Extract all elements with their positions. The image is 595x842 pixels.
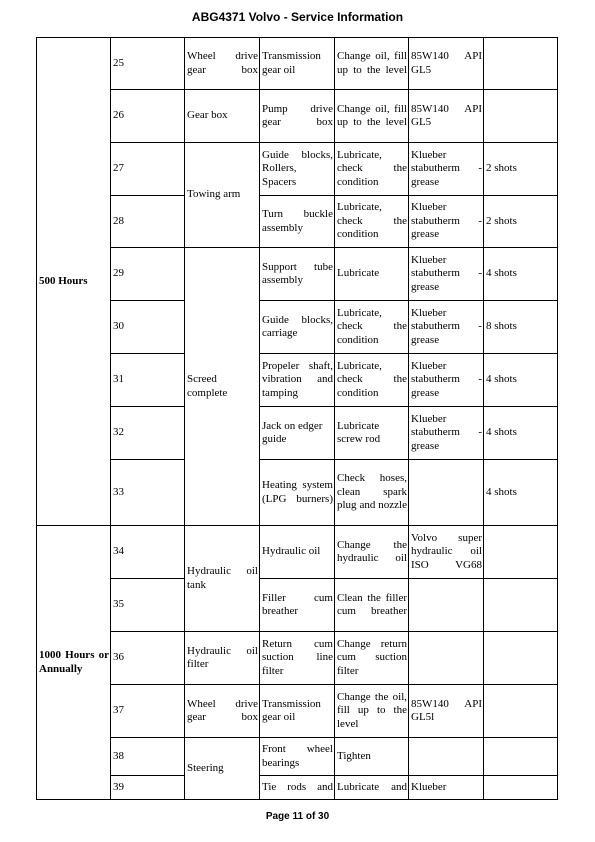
- table-row: [37, 248, 558, 301]
- table-row: [37, 90, 558, 143]
- component-cell: Steering: [185, 738, 260, 800]
- row-number: 27: [111, 143, 185, 196]
- item-cell: Propeler shaft, vibration and tamping: [260, 354, 335, 407]
- table-row: [37, 196, 558, 248]
- item-cell: Pump drive gear box: [260, 90, 335, 143]
- lubricant-cell: 85W140 API GL5: [409, 90, 484, 143]
- action-cell: Change oil, fill up to the level: [335, 38, 409, 90]
- quantity-cell: [484, 526, 558, 579]
- table-row: [37, 579, 558, 632]
- lubricant-cell: [409, 632, 484, 685]
- row-number: 34: [111, 526, 185, 579]
- item-cell: Guide blocks, carriage: [260, 301, 335, 354]
- table-row: [37, 738, 558, 776]
- component-cell: Wheel drive gear box: [185, 685, 260, 738]
- table-row: [37, 38, 558, 90]
- page-header: ABG4371 Volvo - Service Information: [191, 10, 404, 24]
- lubricant-cell: 85W140 API GL5l: [409, 685, 484, 738]
- item-cell: Front wheel bearings: [260, 738, 335, 776]
- page-number: Page 11 of 30: [265, 811, 330, 822]
- action-cell: Lubricate, check the condition: [335, 196, 409, 248]
- lubricant-cell: Klueber stabutherm - grease: [409, 407, 484, 460]
- action-cell: Change the hydraulic oil: [335, 526, 409, 579]
- item-cell: Guide blocks, Rollers, Spacers: [260, 143, 335, 196]
- table-row: [37, 526, 558, 579]
- component-cell: Screed complete: [185, 248, 260, 526]
- lubricant-cell: Klueber stabutherm - grease: [409, 196, 484, 248]
- row-number: 37: [111, 685, 185, 738]
- row-number: 29: [111, 248, 185, 301]
- lubricant-cell: [409, 738, 484, 776]
- action-cell: Clean the filler cum breather: [335, 579, 409, 632]
- table-row: [37, 632, 558, 685]
- action-cell: Lubricate, check the condition: [335, 301, 409, 354]
- component-cell: Gear box: [185, 90, 260, 143]
- row-number: 36: [111, 632, 185, 685]
- item-cell: Transmission gear oil: [260, 38, 335, 90]
- table-row: [37, 776, 558, 800]
- action-cell: Lubricate and: [335, 776, 409, 800]
- quantity-cell: 4 shots: [484, 354, 558, 407]
- interval-cell: 500 Hours: [37, 38, 111, 526]
- lubricant-cell: Klueber stabutherm - grease: [409, 354, 484, 407]
- lubricant-cell: 85W140 API GL5: [409, 38, 484, 90]
- action-cell: Check hoses, clean spark plug and nozzle: [335, 460, 409, 526]
- lubricant-cell: [409, 579, 484, 632]
- component-cell: Hydraulic oil tank: [185, 526, 260, 632]
- quantity-cell: 2 shots: [484, 143, 558, 196]
- item-cell: Turn buckle assembly: [260, 196, 335, 248]
- component-cell: Towing arm: [185, 143, 260, 248]
- row-number: 26: [111, 90, 185, 143]
- item-cell: Heating system (LPG burners): [260, 460, 335, 526]
- row-number: 39: [111, 776, 185, 800]
- quantity-cell: [484, 776, 558, 800]
- action-cell: Lubricate: [335, 248, 409, 301]
- component-cell: Wheel drive gear box: [185, 38, 260, 90]
- row-number: 38: [111, 738, 185, 776]
- table-row: [37, 301, 558, 354]
- row-number: 30: [111, 301, 185, 354]
- action-cell: Change the oil, fill up to the level: [335, 685, 409, 738]
- item-cell: Transmission gear oil: [260, 685, 335, 738]
- quantity-cell: 4 shots: [484, 460, 558, 526]
- row-number: 32: [111, 407, 185, 460]
- quantity-cell: 4 shots: [484, 248, 558, 301]
- service-table: [36, 37, 558, 800]
- table-row: [37, 407, 558, 460]
- quantity-cell: 2 shots: [484, 196, 558, 248]
- quantity-cell: [484, 579, 558, 632]
- quantity-cell: 8 shots: [484, 301, 558, 354]
- item-cell: Support tube assembly: [260, 248, 335, 301]
- lubricant-cell: Klueber stabutherm - grease: [409, 248, 484, 301]
- table-row: [37, 460, 558, 526]
- row-number: 35: [111, 579, 185, 632]
- action-cell: Change oil, fill up to the level: [335, 90, 409, 143]
- item-cell: Hydraulic oil: [260, 526, 335, 579]
- quantity-cell: [484, 738, 558, 776]
- item-cell: Tie rods and: [260, 776, 335, 800]
- quantity-cell: [484, 38, 558, 90]
- row-number: 25: [111, 38, 185, 90]
- quantity-cell: 4 shots: [484, 407, 558, 460]
- table-row: [37, 354, 558, 407]
- action-cell: Change return cum suction filter: [335, 632, 409, 685]
- lubricant-cell: Klueber stabutherm - grease: [409, 143, 484, 196]
- table-row: [37, 143, 558, 196]
- action-cell: Lubricate screw rod: [335, 407, 409, 460]
- quantity-cell: [484, 90, 558, 143]
- item-cell: Filler cum breather: [260, 579, 335, 632]
- row-number: 33: [111, 460, 185, 526]
- lubricant-cell: [409, 460, 484, 526]
- lubricant-cell: Volvo super hydraulic oil ISO VG68: [409, 526, 484, 579]
- component-cell: Hydraulic oil filter: [185, 632, 260, 685]
- interval-cell: 1000 Hours or Annually: [37, 526, 111, 800]
- lubricant-cell: Klueber: [409, 776, 484, 800]
- quantity-cell: [484, 632, 558, 685]
- action-cell: Tighten: [335, 738, 409, 776]
- item-cell: Return cum suction line filter: [260, 632, 335, 685]
- row-number: 28: [111, 196, 185, 248]
- action-cell: Lubricate, check the condition: [335, 143, 409, 196]
- item-cell: Jack on edger guide: [260, 407, 335, 460]
- quantity-cell: [484, 685, 558, 738]
- row-number: 31: [111, 354, 185, 407]
- table-row: [37, 685, 558, 738]
- action-cell: Lubricate, check the condition: [335, 354, 409, 407]
- lubricant-cell: Klueber stabutherm - grease: [409, 301, 484, 354]
